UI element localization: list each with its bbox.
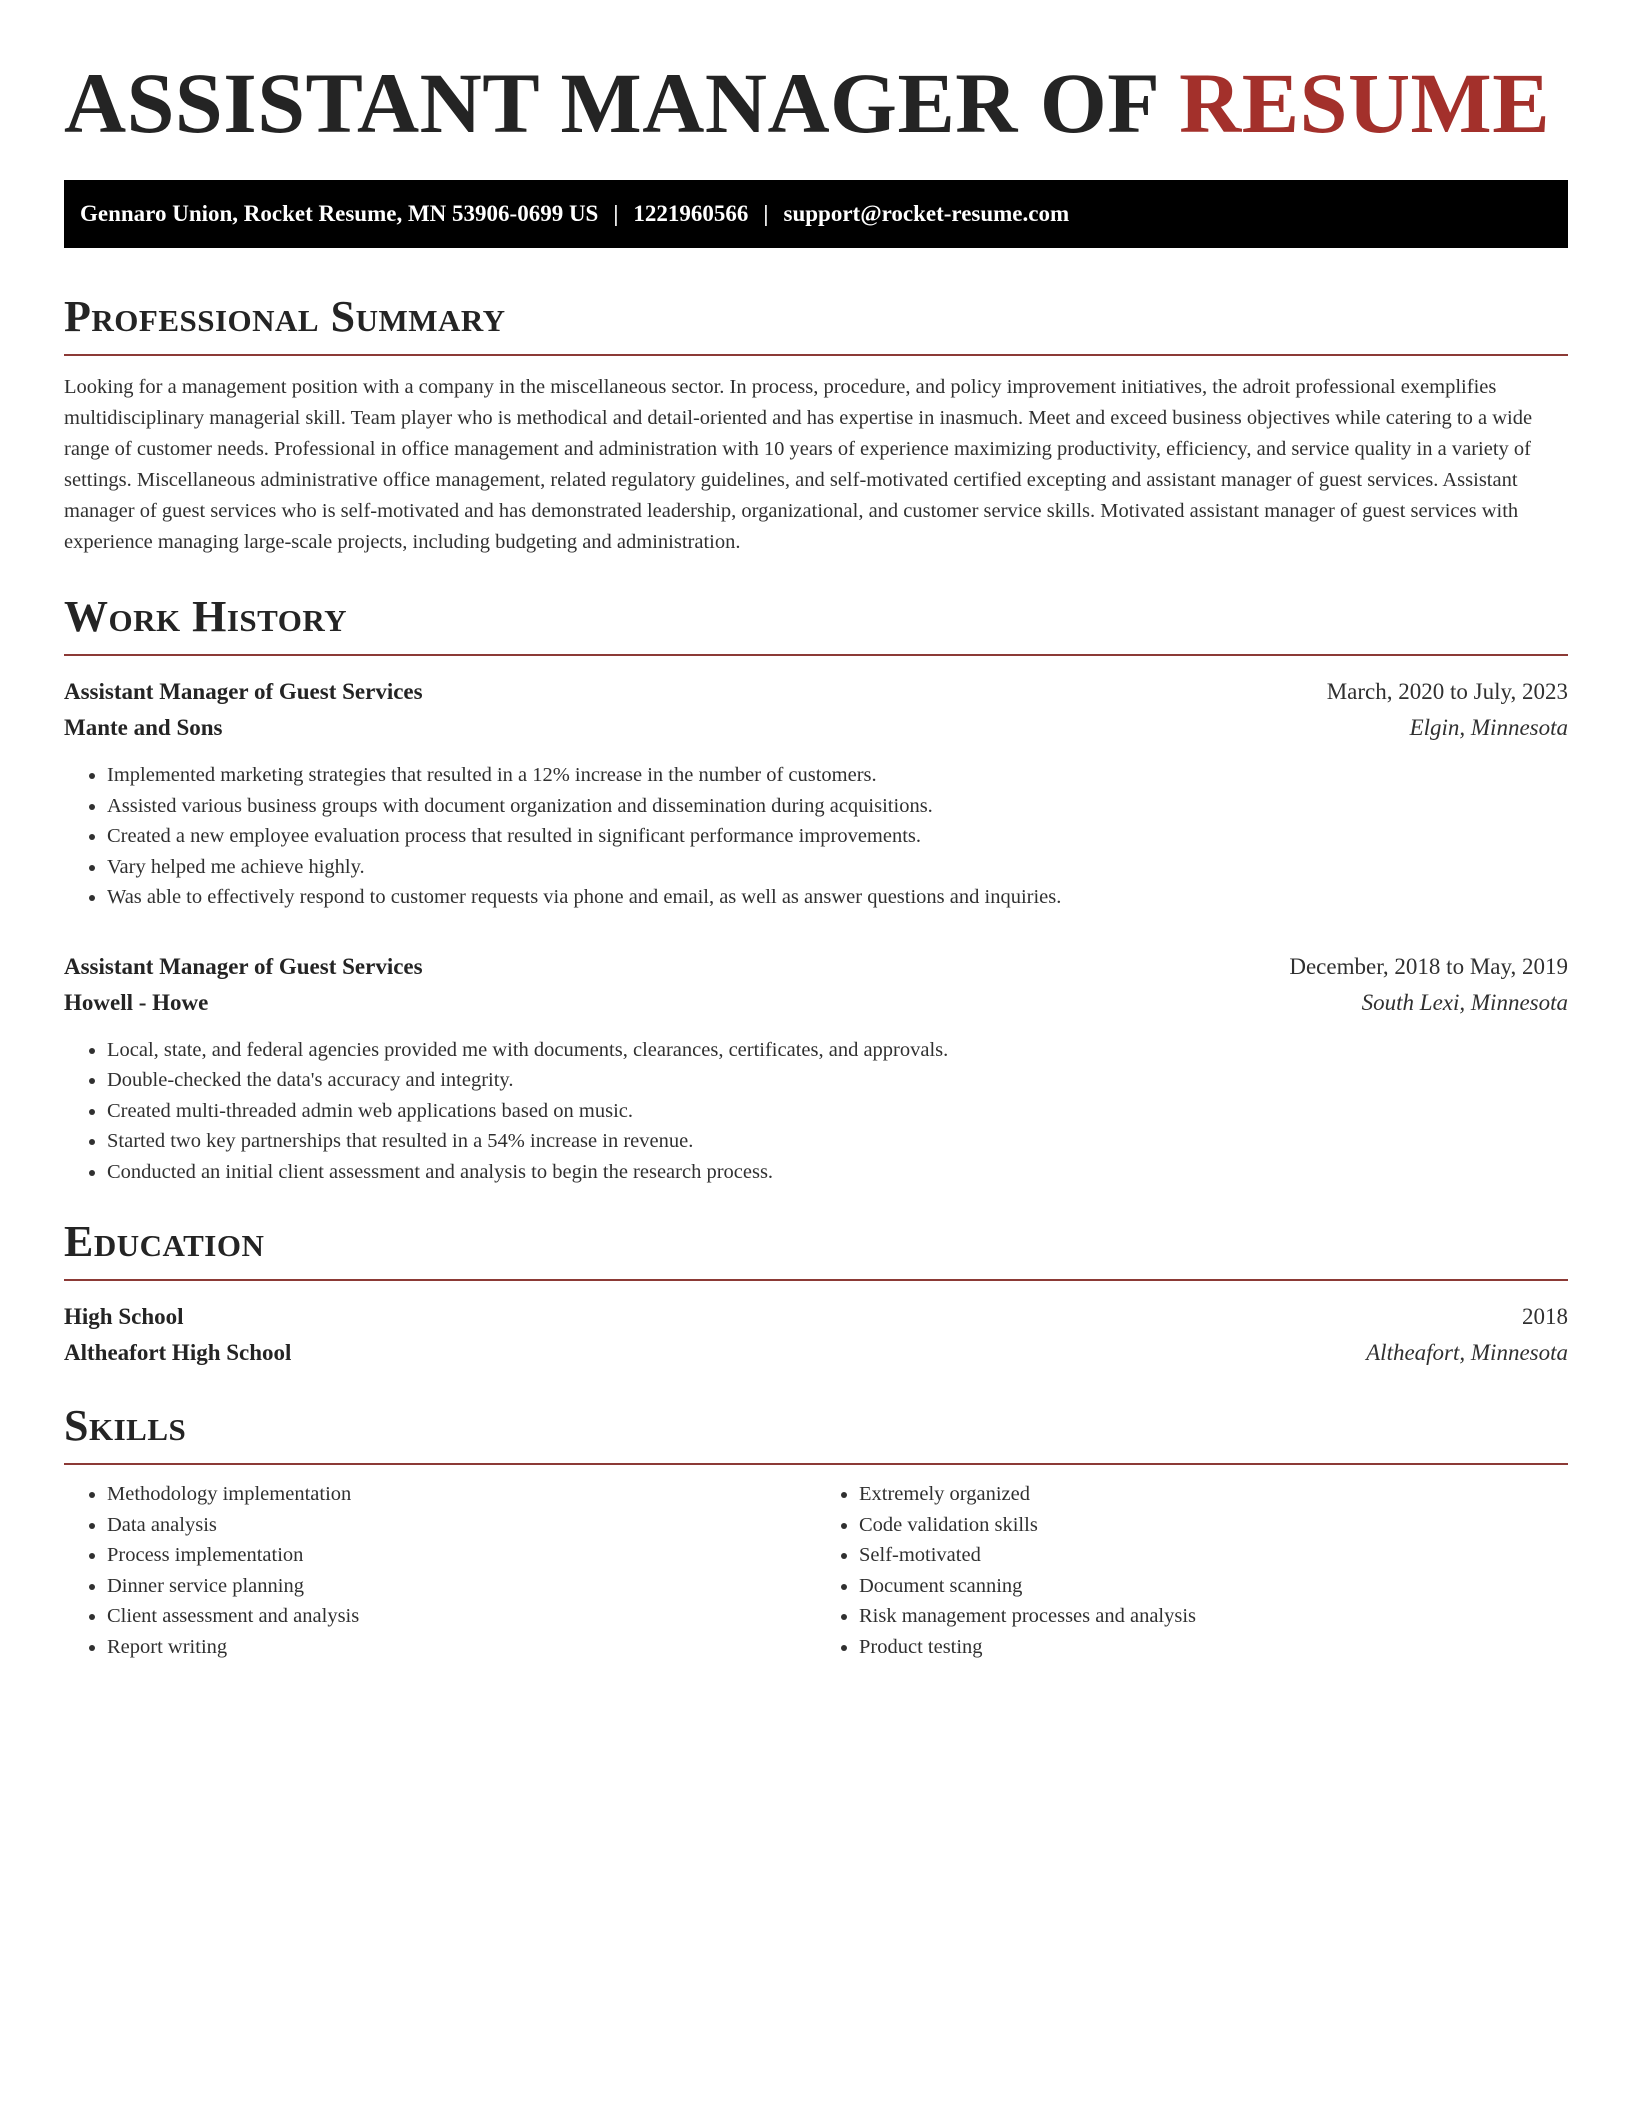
list-item: • Created a new employee evaluation process that resulted in significant performance improvements. [107,821,1568,852]
education-school: Altheafort High School [64,1340,292,1365]
section-divider [64,654,1568,656]
section-heading: Education [64,1217,265,1266]
section-heading: Work History [64,592,348,641]
skill-item: • Extremely organized [859,1479,1568,1510]
contact-address: Gennaro Union, Rocket Resume, MN 53906-0699 US [80,201,599,226]
resume-title [64,56,1568,150]
contact-email: support@rocket-resume.com [783,201,1070,226]
section-divider [64,1279,1568,1281]
skill-item: • Methodology implementation [107,1479,816,1510]
skill-item: • Product testing [859,1632,1568,1663]
skills-section [64,1401,1568,1662]
summary-text: Looking for a management position with a company in the miscellaneous sector. In process, procedure, and policy improvement initiatives, the adroit professional exemplifies multidisciplinary managerial skill. Team player who is methodical and detail-oriented and has expertise in inasmuch. Meet and exceed business objectives while catering to a wide range of customer needs. Professional in office management and administration with 10 years of experience maximizing productivity, efficiency, and service quality in a variety of settings. Miscellaneous administrative office management, related regulatory guidelines, and self-motivated certified excepting and assistant manager of guest services. Assistant manager of guest services who is self-motivated and has demonstrated leadership, organizational, and customer service skills. Motivated assistant manager of guest services with experience managing large-scale projects, including budgeting and administration. [64,376,1533,553]
job-entry [64,949,1568,1188]
skill-item: • Process implementation [107,1540,816,1571]
skill-item: • Data analysis [107,1510,816,1541]
skill-item: • Dinner service planning [107,1571,816,1602]
education-year: 2018 [1522,1304,1568,1329]
section-divider [64,354,1568,356]
skill-item: • Document scanning [859,1571,1568,1602]
job-company: Howell - Howe [64,989,209,1015]
list-item: • Local, state, and federal agencies provided me with documents, clearances, certificates, and approvals. [107,1035,1568,1066]
job-company: Mante and Sons [64,715,223,740]
job-dates: March, 2020 to July, 2023 [1326,679,1568,704]
skill-item: • Self-motivated [859,1540,1568,1571]
education-degree: High School [64,1304,184,1329]
skill-item: • Report writing [107,1632,816,1663]
section-heading: Professional Summary [64,292,506,341]
work-history-section [64,592,1568,1187]
job-dates: December, 2018 to May, 2019 [1289,953,1568,979]
title-accent: RESUME [1179,55,1551,151]
summary-section [64,292,1568,558]
contact-bar [64,180,1568,248]
skill-item: • Risk management processes and analysis [859,1601,1568,1632]
contact-separator: | [763,201,769,226]
job-bullets [64,760,1568,913]
skill-item: • Code validation skills [859,1510,1568,1541]
skills-grid [64,1479,1568,1662]
skills-list-left [64,1479,816,1662]
list-item: • Double-checked the data's accuracy and integrity. [107,1065,1568,1096]
skill-item: • Client assessment and analysis [107,1601,816,1632]
section-divider [64,1463,1568,1465]
list-item: • Conducted an initial client assessment and analysis to begin the research process. [107,1157,1568,1188]
list-item: • Assisted various business groups with document organization and dissemination during acquisitions. [107,791,1568,822]
section-heading: Skills [64,1401,187,1450]
job-entry [64,674,1568,913]
list-item: • Implemented marketing strategies that resulted in a 12% increase in the number of customers. [107,760,1568,791]
skills-list-right [816,1479,1568,1662]
education-entry [64,1299,1568,1371]
list-item: • Started two key partnerships that resulted in a 54% increase in revenue. [107,1126,1568,1157]
job-bullets [64,1035,1568,1188]
job-title: Assistant Manager of Guest Services [64,679,423,704]
education-location: Altheafort, Minnesota [1366,1340,1568,1365]
contact-separator: | [613,201,619,226]
job-title: Assistant Manager of Guest Services [64,953,423,979]
list-item: • Vary helped me achieve highly. [107,852,1568,883]
contact-phone: 1221960566 [633,201,749,226]
education-section [64,1217,1568,1371]
list-item: • Was able to effectively respond to customer requests via phone and email, as well as answer questions and inquiries. [107,882,1568,913]
title-main: ASSISTANT MANAGER OF [64,55,1158,151]
list-item: • Created multi-threaded admin web applications based on music. [107,1096,1568,1127]
job-location: South Lexi, Minnesota [1361,989,1568,1015]
job-location: Elgin, Minnesota [1409,715,1568,740]
